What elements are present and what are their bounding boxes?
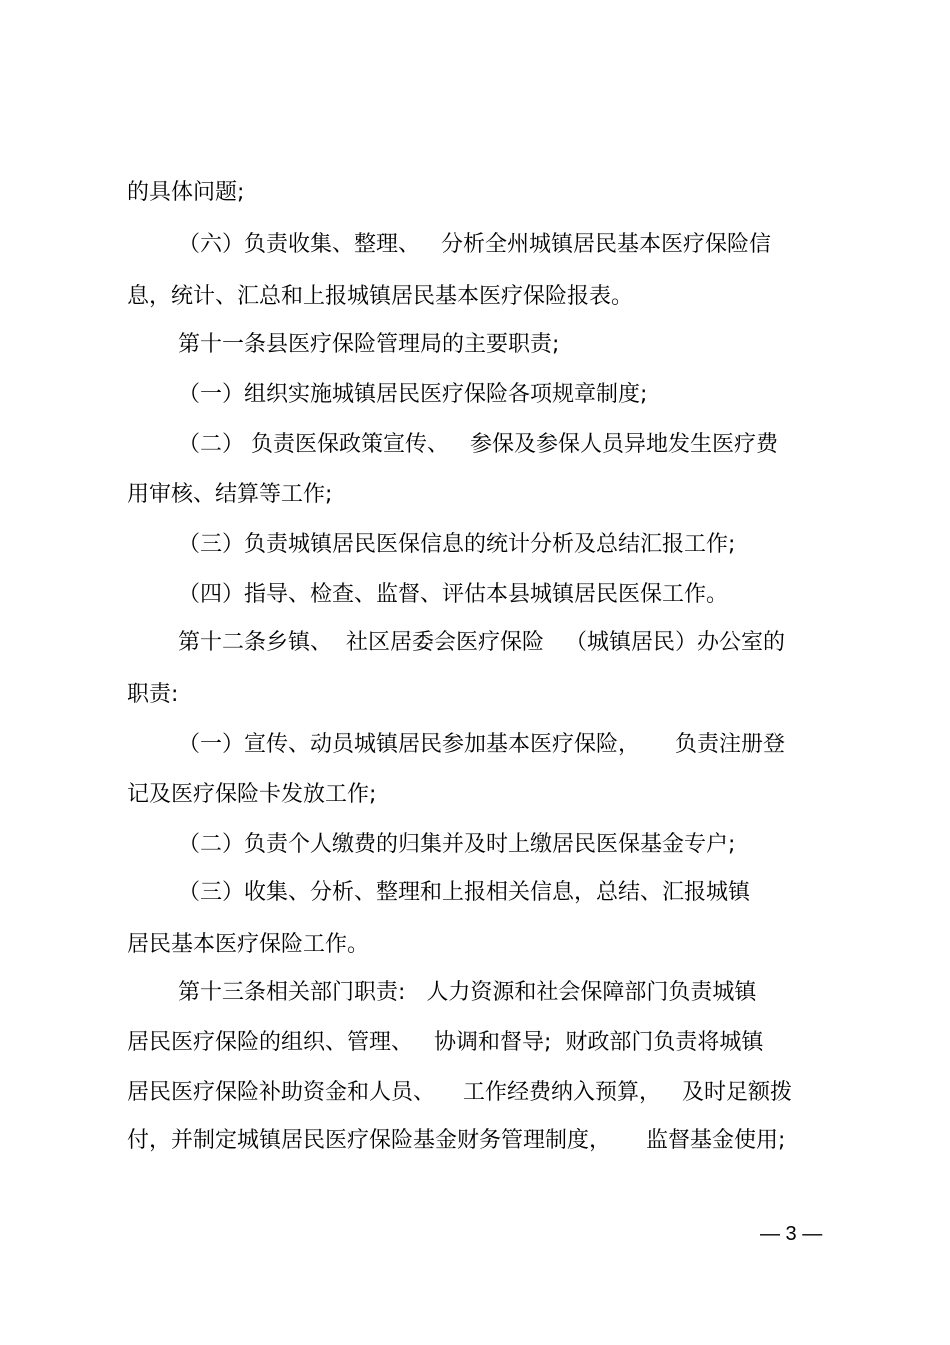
text-line-3: 息，统计、汇总和上报城镇居民基本医疗保险报表。 <box>127 284 634 309</box>
text-line-18: 居民医疗保险的组织、管理、 协调和督导; 财政部门负责将城镇 <box>127 1030 764 1055</box>
text-line-20: 付，并制定城镇居民医疗保险基金财务管理制度， 监督基金使用; <box>127 1128 786 1153</box>
text-line-14: （二）负责个人缴费的归集并及时上缴居民医保基金专户; <box>178 832 736 857</box>
text-line-5: （一）组织实施城镇居民医疗保险各项规章制度; <box>178 382 648 407</box>
text-line-16: 居民基本医疗保险工作。 <box>127 932 370 957</box>
text-line-13: 记及医疗保险卡发放工作; <box>127 782 377 807</box>
text-line-9: （四）指导、检查、监督、评估本县城镇居民医保工作。 <box>178 582 729 607</box>
text-line-6: （二） 负责医保政策宣传、 参保及参保人员异地发生医疗费 <box>178 432 778 457</box>
text-line-8: （三）负责城镇居民医保信息的统计分析及总结汇报工作; <box>178 532 736 557</box>
text-line-1: 的具体问题; <box>127 180 245 205</box>
text-line-4: 第十一条县医疗保险管理局的主要职责; <box>178 332 560 357</box>
page-number: — 3 — <box>760 1223 823 1245</box>
text-line-19: 居民医疗保险补助资金和人员、 工作经费纳入预算， 及时足额拨 <box>127 1080 792 1105</box>
text-line-17: 第十三条相关部门职责: 人力资源和社会保障部门负责城镇 <box>178 980 757 1005</box>
text-line-12: （一）宣传、动员城镇居民参加基本医疗保险， 负责注册登 <box>178 732 785 757</box>
text-line-7: 用审核、结算等工作; <box>127 482 333 507</box>
text-line-2: （六）负责收集、整理、 分析全州城镇居民基本医疗保险信 <box>178 232 771 257</box>
text-line-15: （三）收集、分析、整理和上报相关信息，总结、汇报城镇 <box>178 880 751 905</box>
text-line-11: 职责: <box>127 682 179 707</box>
text-line-10: 第十二条乡镇、 社区居委会医疗保险 （城镇居民）办公室的 <box>178 630 785 655</box>
